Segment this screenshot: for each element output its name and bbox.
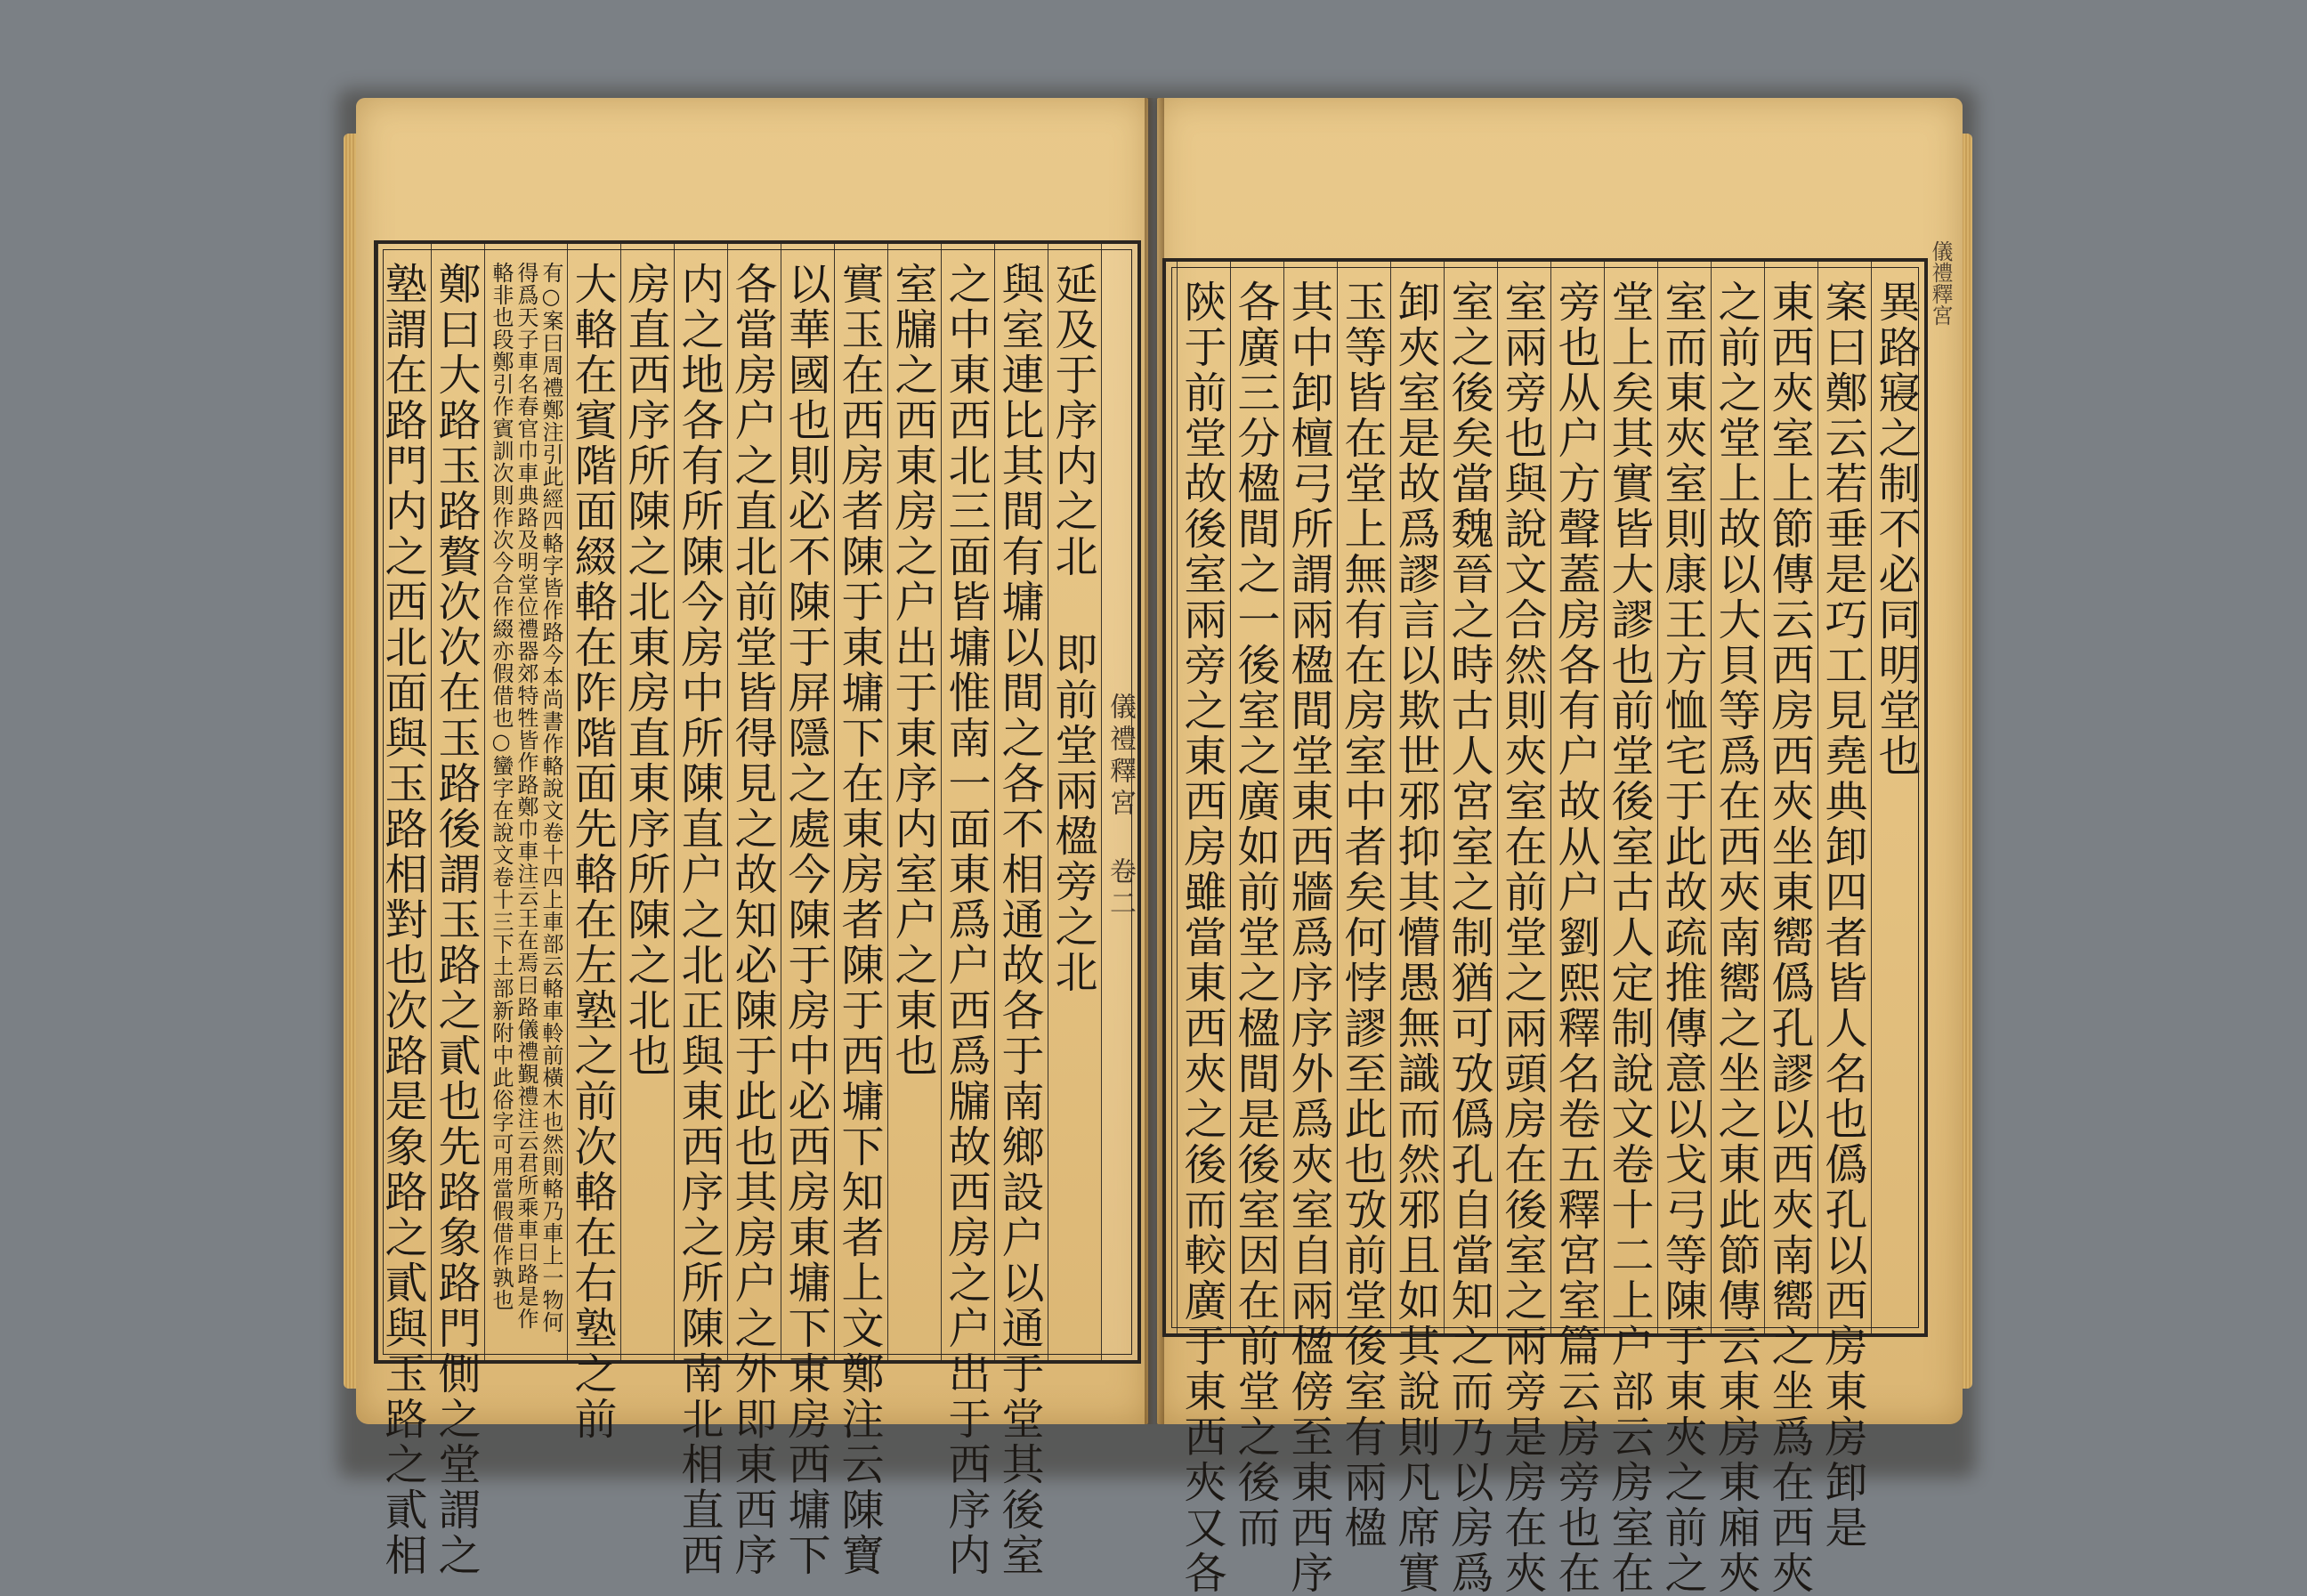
left-text-frame	[374, 240, 1141, 1578]
right-column-2: 案曰鄭云若垂是巧工見堯典卸四者皆人名也僞孔以西房東房卸是	[1817, 262, 1871, 1333]
left-column-8: 内之地各有所陳今房中所陳直户之北正與東西序之所陳南北相直西	[674, 244, 727, 1360]
right-margin-label: 儀禮釋宮	[1928, 240, 1953, 326]
right-column-3: 東西夾室上節傳云西房西夾坐東嚮僞孔謬以西夾南嚮之坐爲在西夾	[1764, 262, 1817, 1333]
right-column-9: 室之後矣當魏晉之時古人宮室之制猶可攷僞孔自當知之而乃以房爲	[1444, 262, 1497, 1333]
right-column-14: 陝于前堂故後室兩旁之東西房雖當東西夾之後而較廣于東西夾又各	[1177, 262, 1230, 1333]
right-text-frame	[1162, 258, 1928, 1596]
left-column-3: 之中東西北三面皆墉惟南一面東爲户西爲牖故西房之户出于西序内	[941, 244, 994, 1360]
left-column-4: 室牖之西東房之户出于東序内室户之東也	[887, 244, 941, 1360]
right-column-4: 之前之堂上故以大貝等爲在西夾南嚮之坐之東此節傳云東房東廂夾	[1711, 262, 1764, 1333]
right-column-13: 各廣三分楹間之一後室之廣如前堂之楹間是後室因在前堂之後而	[1230, 262, 1283, 1333]
right-column-11: 玉等皆在堂上無有在房室中者矣何悖謬至此也攷前堂後室有兩楹	[1337, 262, 1390, 1333]
left-margin-label: 儀禮釋宮 卷二	[1101, 244, 1137, 1360]
left-column-10: 大輅在賓階面綴輅在阼階面先輅在左塾之前次輅在右塾之前	[567, 244, 620, 1360]
right-column-7: 旁也从户方聲蓋房各有户故从户劉熙釋名卷五釋宮室篇云房旁也在	[1550, 262, 1604, 1333]
book-gutter	[1145, 98, 1164, 1424]
right-column-8: 室兩旁也與說文合然則夾室在前堂之兩頭房在後室之兩旁是房在夾	[1497, 262, 1550, 1333]
right-column-6: 堂上矣其實皆大謬也前堂後室古人定制說文卷十二上户部云房室在	[1604, 262, 1657, 1333]
left-column-5: 實玉在西房者陳于東墉下在東房者陳于西墉下知者上文鄭注云陳寶	[834, 244, 887, 1360]
right-column-12: 其中卸檀弓所謂兩楹間堂東西牆爲序序外爲夾室自兩楹傍至東西序	[1283, 262, 1337, 1333]
left-column-6: 以華國也則必不陳于屏隱之處今陳于房中必西房東墉下東房西墉下	[781, 244, 834, 1360]
right-column-10: 卸夾室是故爲謬言以欺世邪抑其懵愚無識而然邪且如其說則凡席實	[1390, 262, 1444, 1333]
left-column-12: 鄭曰大路玉路贅次次在玉路後謂玉路之貳也先路象路門側之堂謂之	[431, 244, 484, 1360]
left-column-7: 各當房户之直北前堂皆得見之故知必陳于此也其房户之外即東西序	[727, 244, 781, 1360]
left-column-13: 塾謂在路門内之西北面與玉路相對也次路是象路之貳與玉路之貳相	[377, 244, 431, 1360]
left-column-2: 與室連比其間有墉以間之各不相通故各于南鄉設户以通于堂其後室	[994, 244, 1048, 1360]
right-column-1: 異路寢之制不必同明堂也	[1871, 262, 1924, 1333]
left-column-1: 延及于序内之北 即前堂兩楹旁之北	[1048, 244, 1101, 1360]
left-column-9: 房直西序所陳之北東房直東序所陳之北也	[620, 244, 674, 1360]
right-column-5: 室而東夾室則康王方恤宅于此故疏推傳意以戈弓等陳于東夾之前之	[1657, 262, 1711, 1333]
left-column-11-commentary: 有○案曰周禮鄭注引此經四輅字皆作路今本尚書作輅說文卷十四上車部云輅車軨前橫木也然則輅乃車上一物何得爲天子車名春官巾車典路及明堂位禮器郊特牲皆作路鄭巾車注云王在焉曰路儀禮覲禮注云君所乘車曰路是作輅非也段鄭引作賓訓次則作次今合作綴亦假借也○蠻字在說文卷十三下土部新附中此俗字可用當假借作孰也	[484, 244, 567, 1360]
